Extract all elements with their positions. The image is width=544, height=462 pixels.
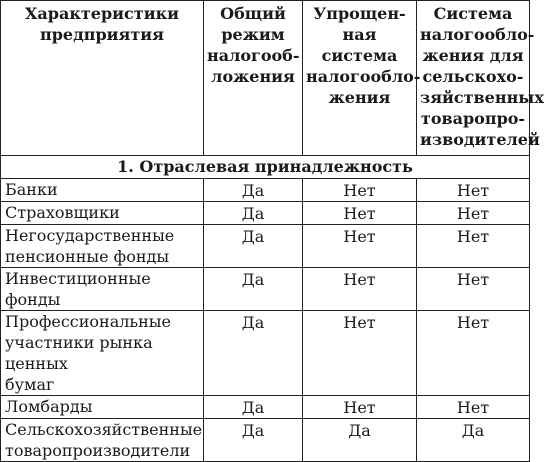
cell-general: Да xyxy=(204,202,303,225)
cell-agricultural: Нет xyxy=(417,396,530,419)
table-row xyxy=(1,311,530,396)
section-row xyxy=(1,156,530,179)
header-general-regime: Общий режим налогооб- ложения xyxy=(204,1,303,156)
header-agricultural-system: Система налогообло- жения для сельскохо- зяйственных товаропро- изводителей xyxy=(417,1,530,156)
cell-simplified: Нет xyxy=(303,225,417,268)
row-name: Ломбарды xyxy=(1,396,204,419)
row-name: Негосударственные пенсионные фонды xyxy=(1,225,204,268)
cell-agricultural: Нет xyxy=(417,268,530,311)
cell-general: Да xyxy=(204,396,303,419)
header-simplified-system: Упрощен- ная система налогообло- жения xyxy=(303,1,417,156)
cell-simplified: Нет xyxy=(303,268,417,311)
cell-general: Да xyxy=(204,311,303,396)
cell-simplified: Да xyxy=(303,419,417,462)
table-row xyxy=(1,396,530,419)
cell-agricultural: Да xyxy=(417,419,530,462)
cell-general: Да xyxy=(204,225,303,268)
table-row xyxy=(1,268,530,311)
row-name: Сельскохозяйственные товаропроизводители xyxy=(1,419,204,462)
cell-agricultural: Нет xyxy=(417,311,530,396)
table-row xyxy=(1,225,530,268)
section-title: 1. Отраслевая принадлежность xyxy=(1,156,530,179)
cell-simplified: Нет xyxy=(303,311,417,396)
header-characteristics: Характеристики предприятия xyxy=(1,1,204,156)
row-name: Банки xyxy=(1,179,204,202)
table-row xyxy=(1,419,530,462)
cell-agricultural: Нет xyxy=(417,225,530,268)
row-name: Профессиональные участники рынка ценных бумаг xyxy=(1,311,204,396)
cell-simplified: Нет xyxy=(303,396,417,419)
cell-simplified: Нет xyxy=(303,179,417,202)
cell-general: Да xyxy=(204,419,303,462)
table-row xyxy=(1,202,530,225)
header-row xyxy=(1,1,530,156)
cell-general: Да xyxy=(204,268,303,311)
row-name: Страховщики xyxy=(1,202,204,225)
cell-general: Да xyxy=(204,179,303,202)
cell-agricultural: Нет xyxy=(417,202,530,225)
row-name: Инвестиционные фонды xyxy=(1,268,204,311)
cell-simplified: Нет xyxy=(303,202,417,225)
cell-agricultural: Нет xyxy=(417,179,530,202)
table-row xyxy=(1,179,530,202)
